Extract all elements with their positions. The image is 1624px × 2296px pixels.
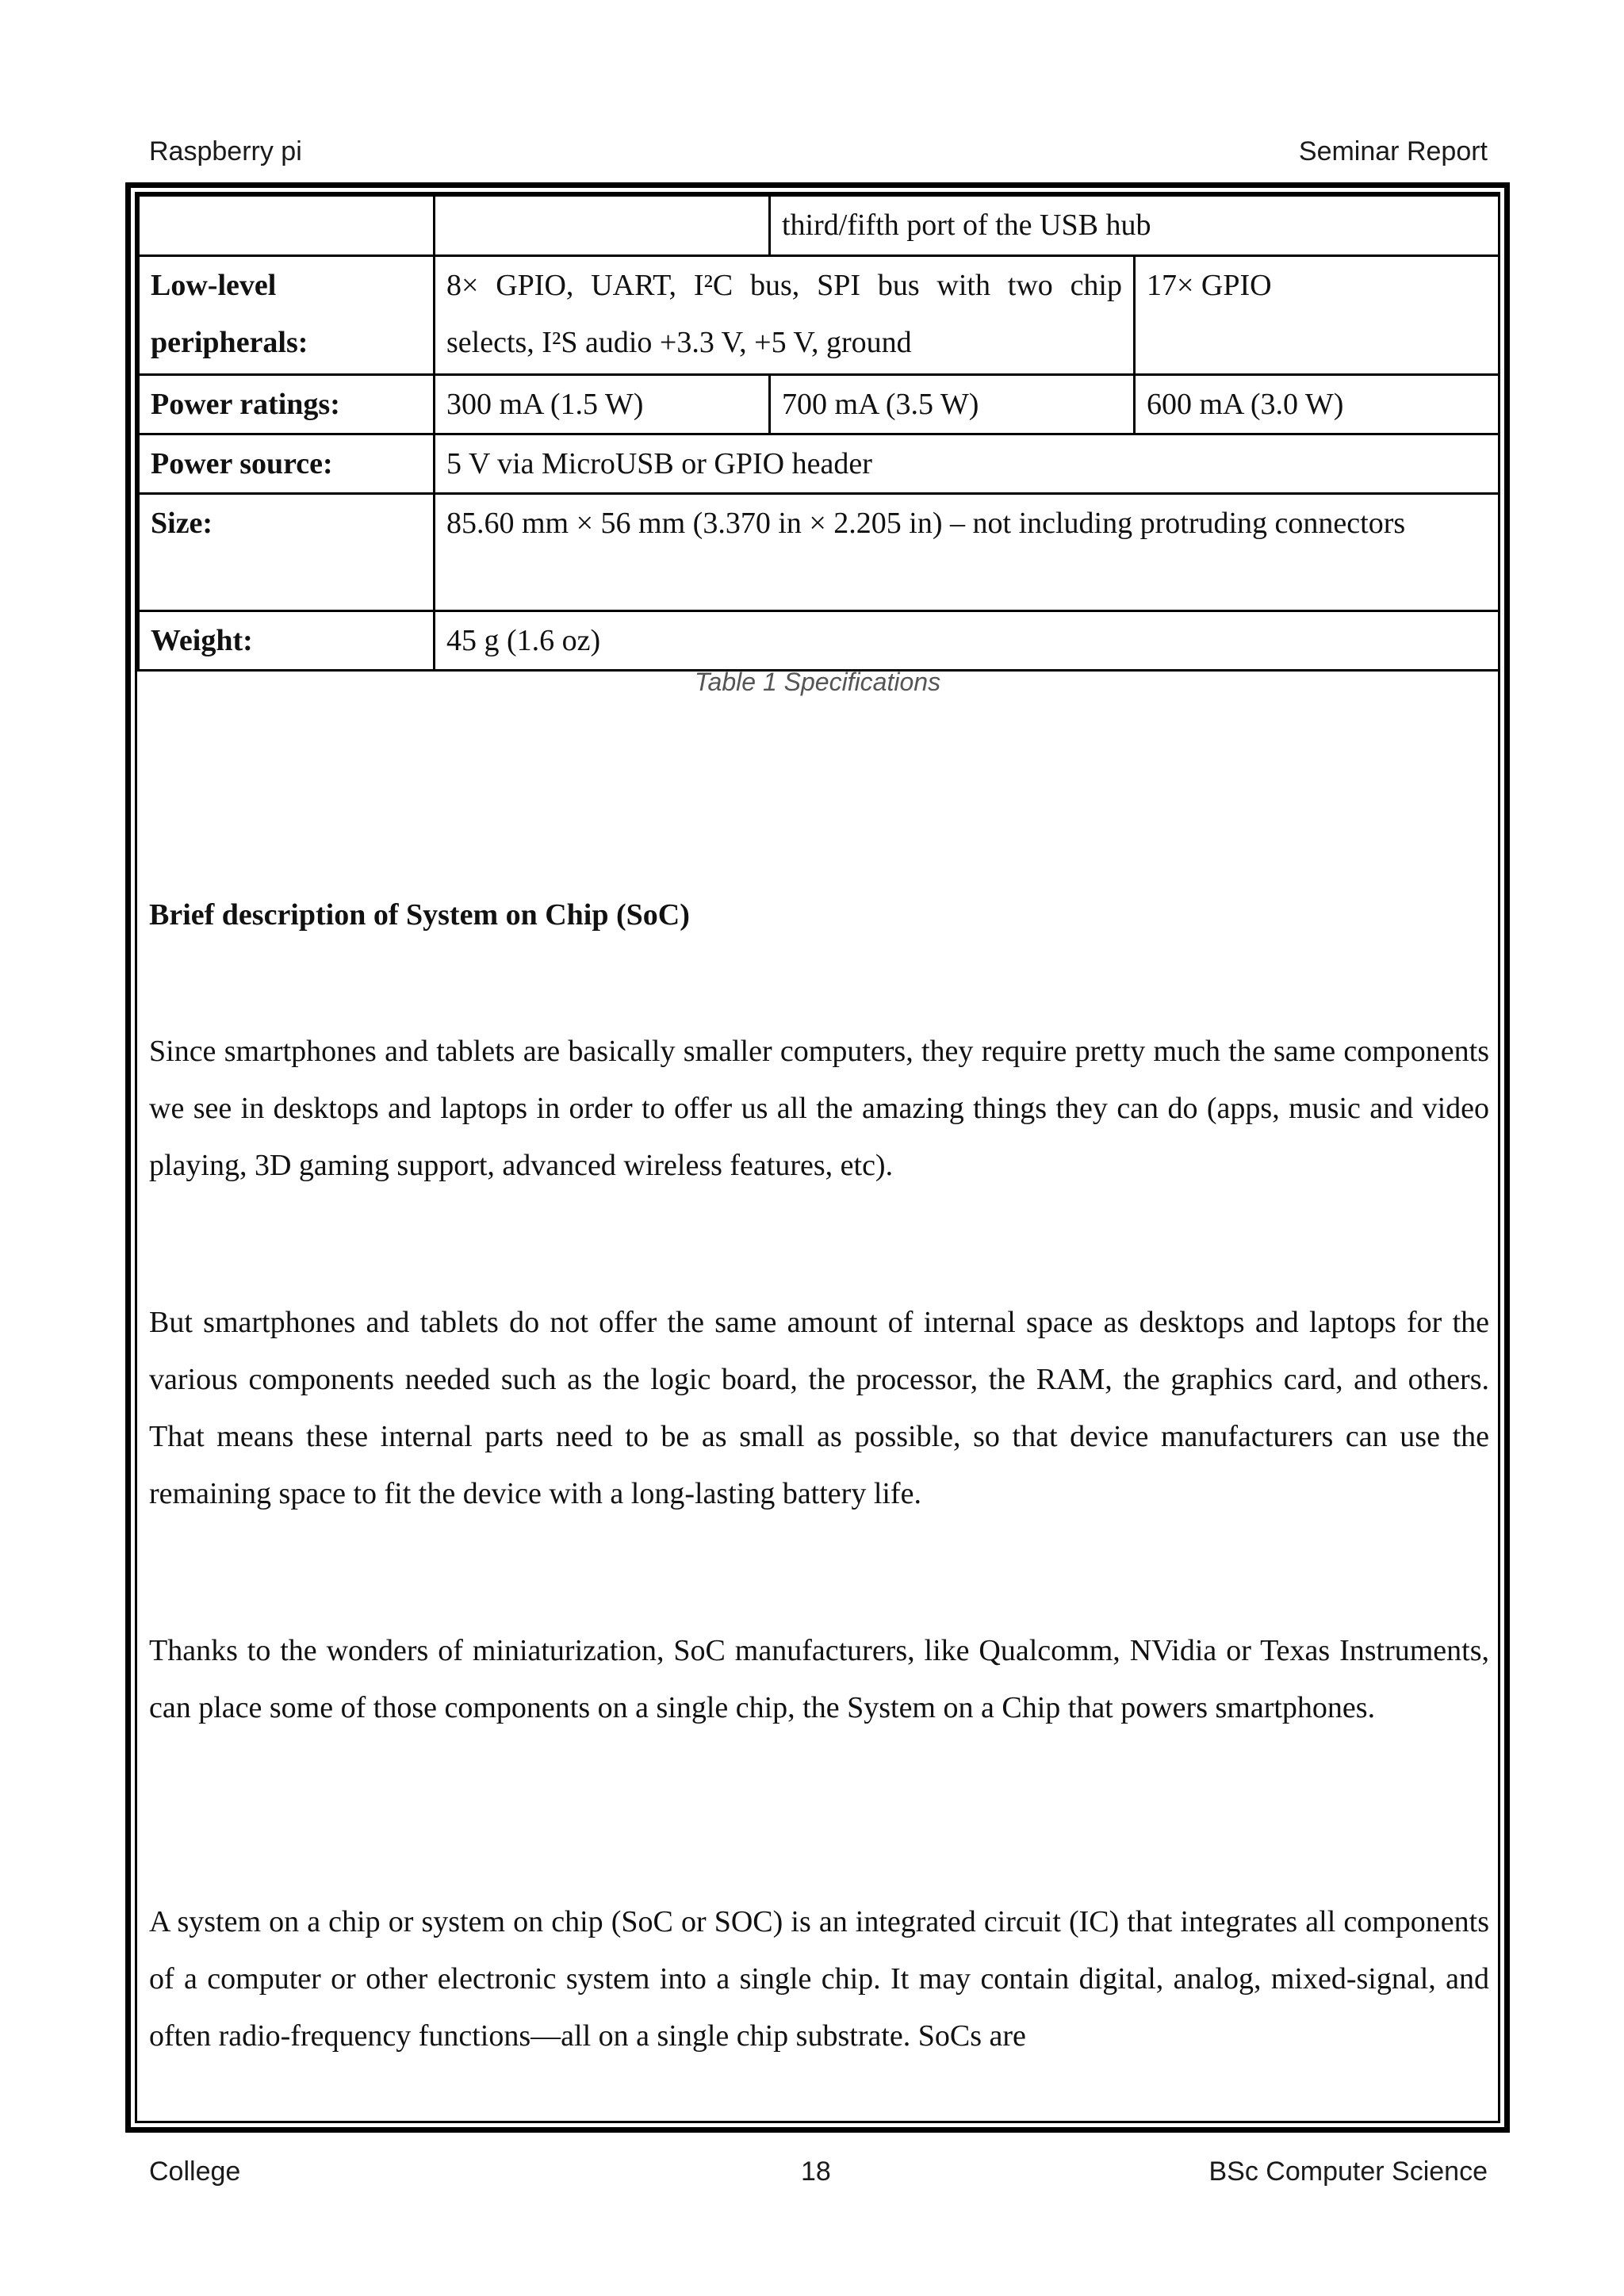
label-weight: Weight: xyxy=(139,611,435,671)
cell-power-source: 5 V via MicroUSB or GPIO header xyxy=(435,434,1500,494)
label-power-ratings: Power ratings: xyxy=(139,375,435,434)
footer-left: College xyxy=(149,2156,241,2187)
label-power-source: Power source: xyxy=(139,434,435,494)
section-heading: Brief description of System on Chip (SoC) xyxy=(149,898,690,932)
cell-low-level-gpio: 17× GPIO xyxy=(1135,256,1500,375)
table-row xyxy=(139,494,1500,611)
cell-power-rating-a: 300 mA (1.5 W) xyxy=(435,375,770,434)
cell-power-rating-c: 600 mA (3.0 W) xyxy=(1135,375,1500,434)
table-cell-empty xyxy=(435,196,770,256)
table-row xyxy=(139,256,1500,375)
table-row xyxy=(139,434,1500,494)
paragraph: Thanks to the wonders of miniaturization, SoC manufacturers, like Qualcomm, NVidia or Texas Instruments, can place some of those components on a single chip, the System on a Chip that powers smartphones. xyxy=(149,1634,1489,1724)
footer-right: BSc Computer Science xyxy=(1208,2156,1488,2187)
table-row xyxy=(139,375,1500,434)
table-cell-empty xyxy=(139,196,435,256)
cell-power-rating-b: 700 mA (3.5 W) xyxy=(770,375,1135,434)
table-cell-usb-hub: third/fifth port of the USB hub xyxy=(770,196,1500,256)
cell-weight: 45 g (1.6 oz) xyxy=(435,611,1500,671)
page-number: 18 xyxy=(801,2156,831,2187)
table-row xyxy=(139,611,1500,671)
header-right: Seminar Report xyxy=(1298,136,1488,166)
table-row xyxy=(139,196,1500,256)
cell-size: 85.60 mm × 56 mm (3.370 in × 2.205 in) – not including protruding connectors xyxy=(435,494,1500,611)
cell-low-level-peripherals: 8× GPIO, UART, I²C bus, SPI bus with two chip selects, I²S audio +3.3 V, +5 V, ground xyxy=(435,256,1135,375)
paragraph: A system on a chip or system on chip (SoC or SOC) is an integrated circuit (IC) that integrates all components of a computer or other electronic system into a single chip. It may contain digital, analog, mixed-signal, and often radio-frequency functions—all on a single chip substrate. SoCs are xyxy=(149,1905,1489,2053)
header-left: Raspberry pi xyxy=(149,136,302,166)
label-size: Size: xyxy=(139,494,435,611)
label-low-level-peripherals: Low-level peripherals: xyxy=(139,256,435,375)
paragraph: Since smartphones and tablets are basically smaller computers, they require pretty much the same components we see in desktops and laptops in order to offer us all the amazing things they can do (apps, music and video playing, 3D gaming support, advanced wireless features, etc). xyxy=(149,1035,1489,1182)
paragraph: But smartphones and tablets do not offer the same amount of internal space as desktops and laptops for the various components needed such as the logic board, the processor, the RAM, the graphics card, and others. That means these internal parts need to be as small as possible, so that device manufacturers can use the remaining space to fit the device with a long-lasting battery life. xyxy=(149,1306,1489,1510)
table-caption: Table 1 Specifications xyxy=(694,668,941,696)
specifications-table xyxy=(137,194,1500,672)
